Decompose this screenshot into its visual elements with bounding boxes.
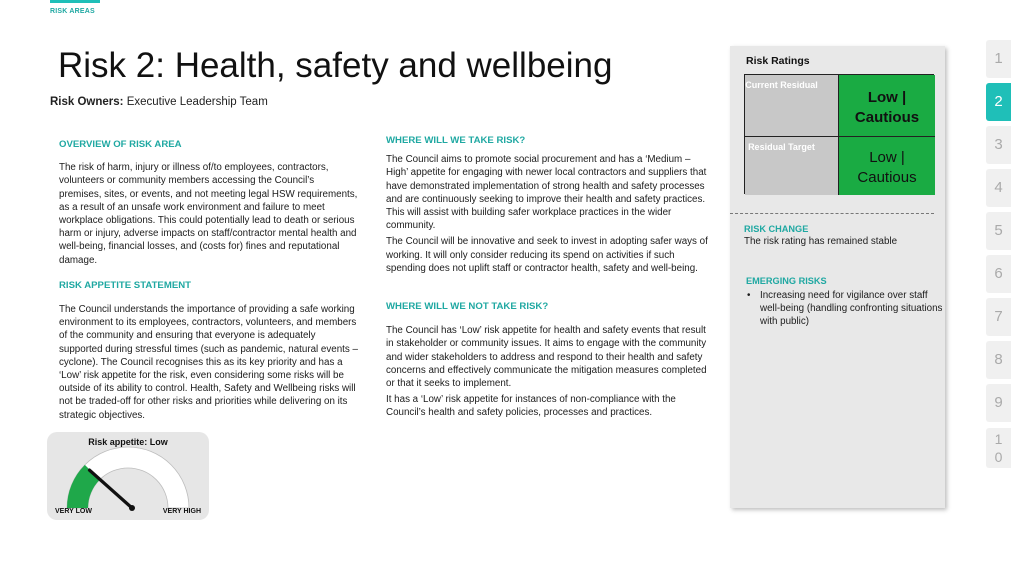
risk-appetite-gauge [47,432,209,520]
gauge-needle-tip [129,505,135,511]
risk-owners-value: Executive Leadership Team [126,96,268,108]
residual-target-rating [839,137,935,195]
emerging-risks-heading: EMERGING RISKS [746,276,827,286]
page-tab-10-line-2: 0 [994,449,1003,465]
page-tab-5[interactable]: 5 [986,212,1011,250]
page-tab-3[interactable]: 3 [986,126,1011,164]
appetite-text: The Council understands the importance of providing a safe working environment to its employees, contractors, volunteers, and members of the community and ensuring that everyone is adequately supported during stressful times (such as pandemic, natural events – cyclone). The Council recognises this as its key priority and has a ‘Low’ risk appetite for the risk, even considering some risks will be outside of its ability to control. Health, Safety and Wellbeing risks will not be traded-off for other risks and priorities while delivering on its strategic objectives. [59,304,358,421]
risk-ratings-table [744,74,934,194]
page-tab-10-line-1: 1 [994,431,1003,447]
left-column [59,138,359,434]
risk-change-text: The risk rating has remained stable [744,236,898,247]
residual-target-label: Residual Target [745,137,839,195]
page-tab-1[interactable]: 1 [986,40,1011,78]
panel-divider [730,213,934,214]
page-tab-9[interactable]: 9 [986,384,1011,422]
not-take-risk-para-1: The Council has ‘Low’ risk appetite for health and safety events that result in stakeholder or community issues. It aims to engage with the community and wider stakeholders to address and respond to their health and safety concerns and effectively communicate the mitigation measures completed or that it seeks to implement. [386,325,707,390]
middle-column [386,134,708,420]
page-tab-4[interactable]: 4 [986,169,1011,207]
current-residual-rating [839,75,935,137]
gauge-title: Risk appetite: Low [88,437,168,447]
gauge-needle [89,470,132,508]
not-take-risk-para-2: It has a ‘Low’ risk appetite for instances of non-compliance with the Council’s health and safety policies, processes and practices. [386,394,676,419]
current-rating-line-1: Low | [867,88,907,106]
take-risk-heading: WHERE WILL WE TAKE RISK? [386,135,526,146]
overview-text: The risk of harm, injury or illness of/to employees, contractors, volunteers or community members accessing the Council’s premises, sites, or events, and not meeting legal HSW requirements, as a result of an unsafe work environment and failure to meet workplace obligations. This could potentially lead to death or serious harm or injury, adverse impacts on staff/contractor mental health and well-being, financial losses, and (costs for) fines and reputational damage. [59,162,358,266]
take-risk-para-1: The Council aims to promote social procurement and has a ‘Medium – High’ appetite for engaging with newer local contractors and suppliers that have demonstrated implementation of strong health and safety processes and are continuously seeking to improve their health and safety practices. This will assist with building safer workplace practices in the wider community. [386,154,707,232]
take-risk-para-2: The Council will be innovative and seek to invest in adopting safer ways of working. It will only consider reducing its spend on activities if such spending does not uplift staff or contractor health, safety and well-being. [386,236,708,274]
risk-owners-label: Risk Owners: [50,96,124,108]
emerging-risk-item: • Increasing need for vigilance over staff well-being (handling confronting situations with public) [746,289,944,329]
risk-owners [50,96,268,108]
page-tab-6[interactable]: 6 [986,255,1011,293]
top-accent-bar [50,0,100,3]
risk-ratings-panel [730,46,945,508]
page-title: Risk 2: Health, safety and wellbeing [58,46,613,85]
target-rating-line-1: Low | [869,149,905,166]
emerging-risks-list [746,289,944,329]
page-tab-8[interactable]: 8 [986,341,1011,379]
current-residual-label: Current Residual [745,75,839,137]
page-tab-7[interactable]: 7 [986,298,1011,336]
page-tab-2[interactable]: 2 [986,83,1011,121]
appetite-heading: RISK APPETITE STATEMENT [59,279,192,291]
risk-change-heading: RISK CHANGE [744,224,809,234]
not-take-risk-heading: WHERE WILL WE NOT TAKE RISK? [386,301,549,313]
current-rating-line-2: Cautious [854,108,920,126]
section-tag: RISK AREAS [50,8,95,15]
gauge-high-label: VERY HIGH [162,508,201,515]
overview-heading: OVERVIEW OF RISK AREA [59,139,182,150]
target-rating-line-2: Cautious [857,169,917,186]
page-tab-10[interactable] [986,428,1011,468]
gauge-low-label: VERY LOW [55,508,92,515]
risk-ratings-title: Risk Ratings [746,55,810,67]
